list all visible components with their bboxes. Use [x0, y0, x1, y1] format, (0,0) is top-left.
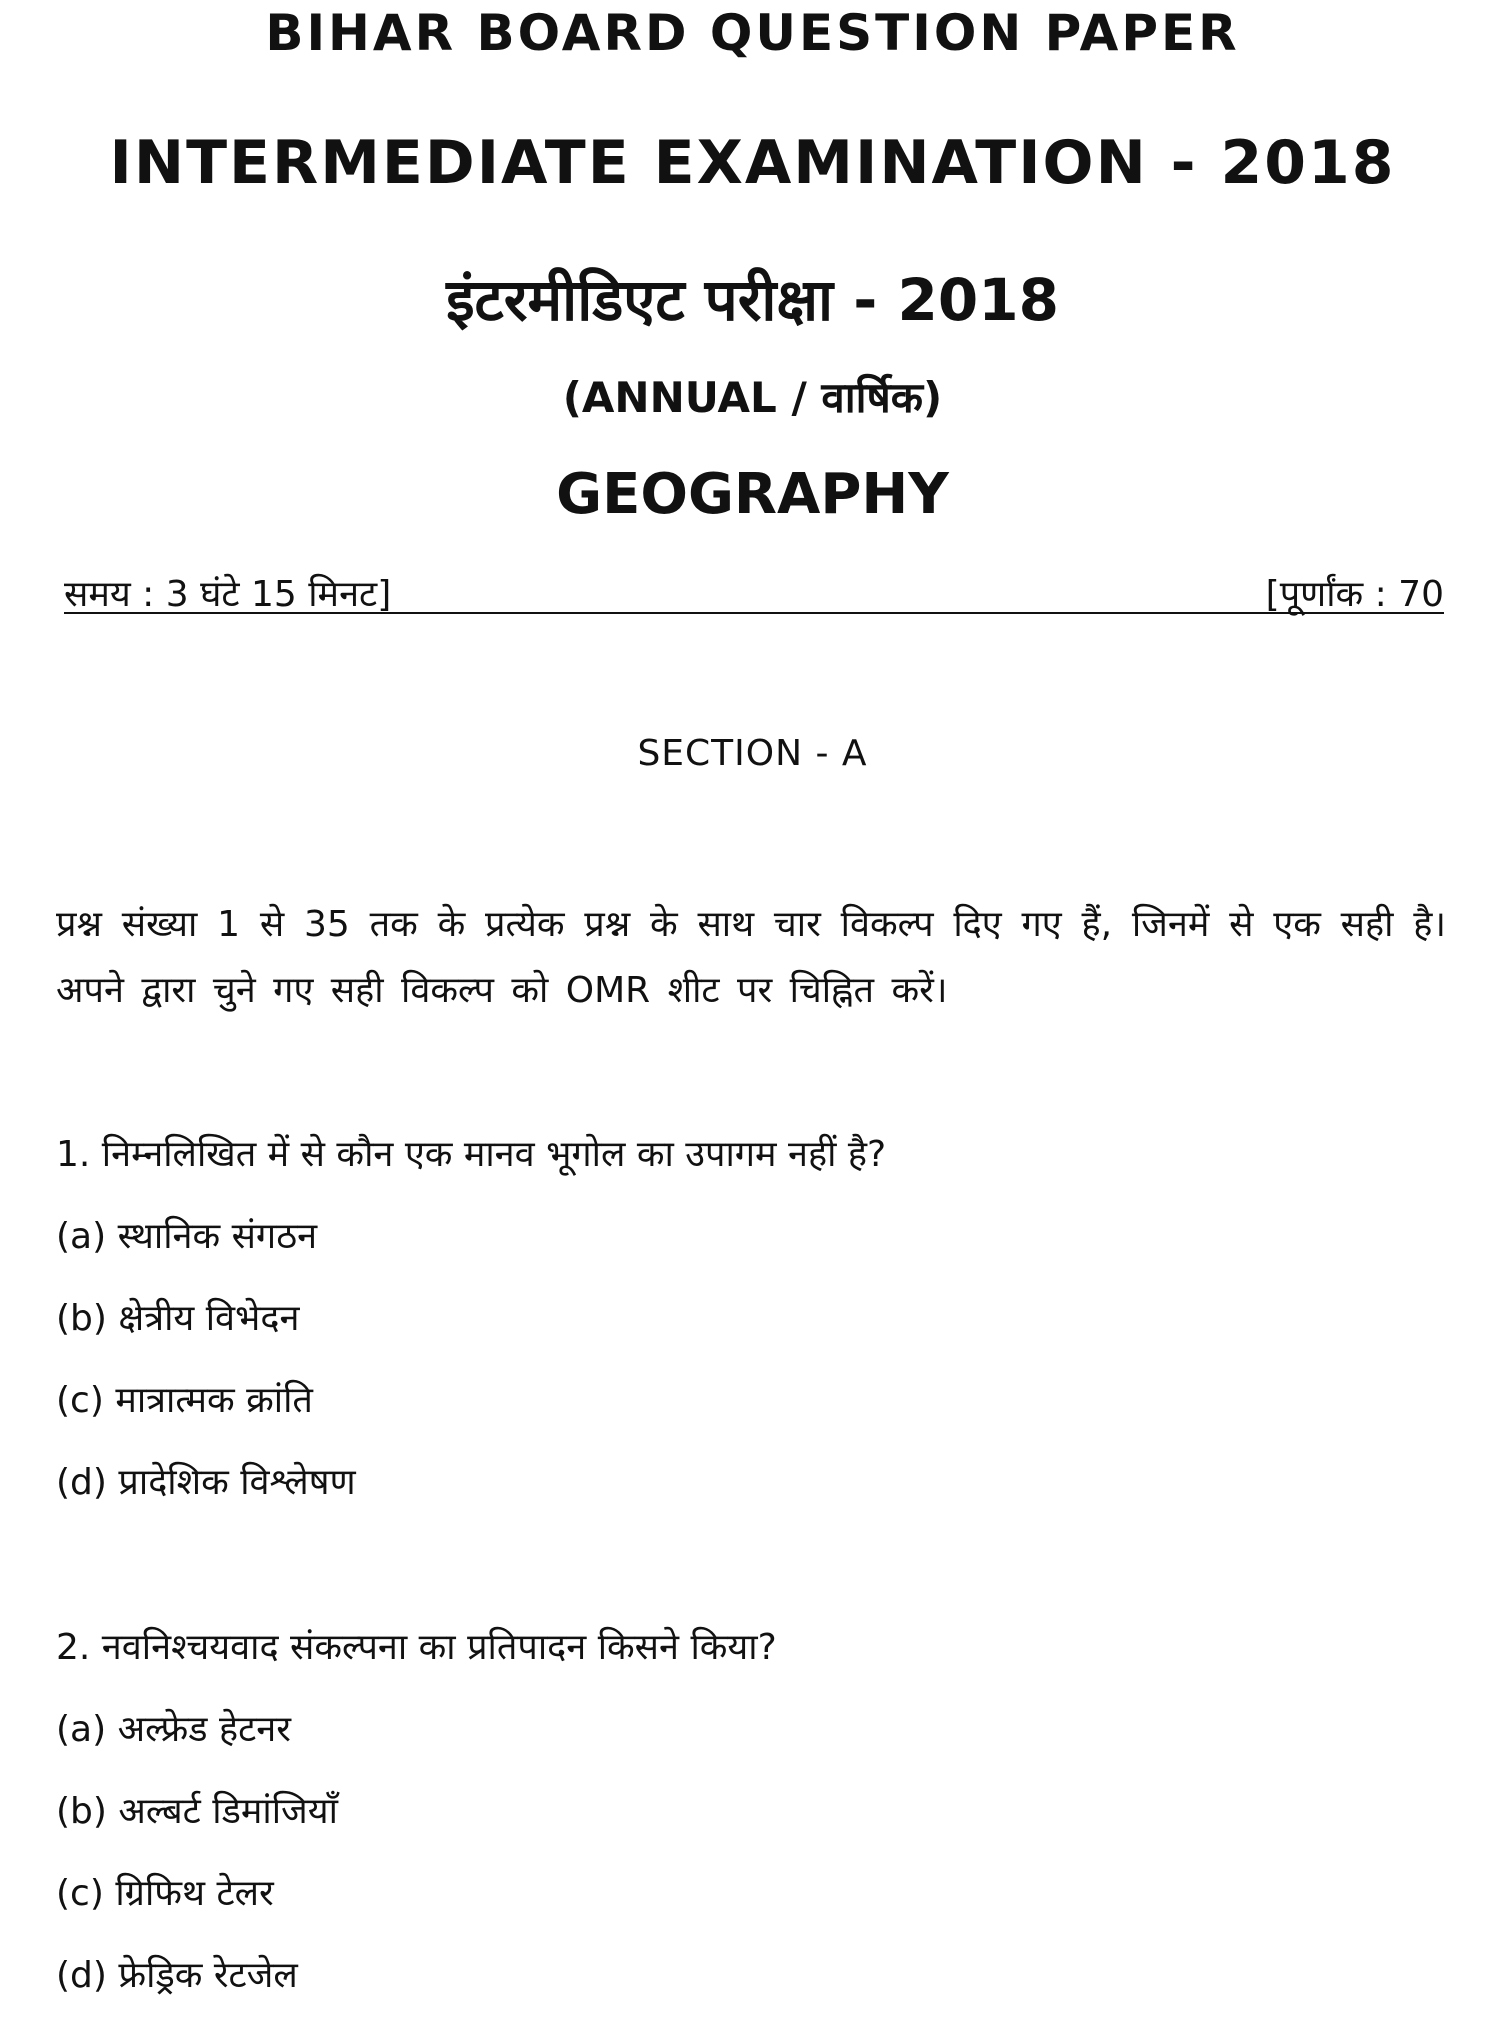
- option-d: (d) प्रादेशिक विश्लेषण: [56, 1462, 356, 1503]
- option-c: (c) ग्रिफिथ टेलर: [56, 1873, 274, 1914]
- option-a: (a) स्थानिक संगठन: [56, 1216, 318, 1257]
- subject-title: GEOGRAPHY: [556, 462, 949, 527]
- question-text: 1. निम्नलिखित में से कौन एक मानव भूगोल का उपागम नहीं है?: [56, 1134, 887, 1175]
- exam-title-hindi: इंटरमीडिएट परीक्षा - 2018: [446, 266, 1059, 334]
- section-title: SECTION - A: [637, 733, 868, 774]
- exam-duration: समय : 3 घंटे 15 मिनट]: [64, 574, 392, 615]
- question-1: [56, 1130, 1446, 1540]
- board-title: BIHAR BOARD QUESTION PAPER: [265, 4, 1240, 62]
- exam-meta-row: [64, 568, 1444, 616]
- option-b: (b) अल्बर्ट डिमांजियाँ: [56, 1791, 338, 1832]
- exam-type: (ANNUAL / वार्षिक): [562, 373, 943, 422]
- exam-title-english: INTERMEDIATE EXAMINATION - 2018: [109, 128, 1396, 198]
- option-a: (a) अल्फ्रेड हेटनर: [56, 1709, 291, 1750]
- question-text: 2. नवनिश्चयवाद संकल्पना का प्रतिपादन किसने किया?: [56, 1627, 777, 1668]
- option-d: (d) फ्रेड्रिक रेटजेल: [56, 1955, 298, 1996]
- full-marks: [पूर्णांक : 70: [1265, 574, 1444, 615]
- option-c: (c) मात्रात्मक क्रांति: [56, 1380, 313, 1421]
- section-instructions: प्रश्न संख्या 1 से 35 तक के प्रत्येक प्रश्न के साथ चार विकल्प दिए गए हैं, जिनमें से एक सही है। अपने द्वारा चुने गए सही विकल्प को OMR शीट पर चिह्नित करें।: [56, 904, 1446, 1011]
- question-2: [56, 1623, 1446, 2033]
- option-b: (b) क्षेत्रीय विभेदन: [56, 1298, 300, 1339]
